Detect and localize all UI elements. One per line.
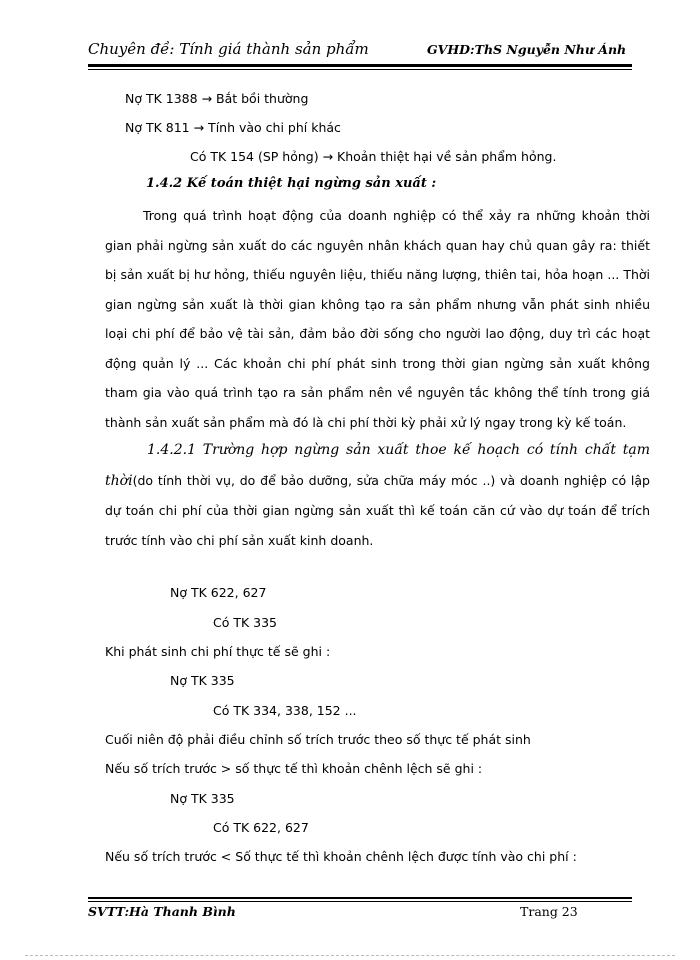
entry-line: Nợ TK 335 [170, 673, 235, 688]
entry-line: Cuối niên độ phải điều chỉnh số trích trước theo số thực tế phát sinh [105, 732, 531, 747]
header-title: Chuyên đề: Tính giá thành sản phẩm [88, 40, 369, 58]
entry-line: Nợ TK 335 [170, 791, 235, 806]
entry-line: Có TK 335 [213, 615, 278, 630]
header-rule-thin [88, 69, 632, 70]
entry-line: Nợ TK 622, 627 [170, 585, 267, 600]
header-rule [88, 64, 632, 67]
entry-line: Nếu số trích trước < Số thực tế thì khoản chênh lệch được tính vào chi phí : [105, 849, 577, 864]
subsection-heading: 1.4.2.1 Trường hợp ngừng sản xuất thoe kế hoạch có tính chất tạm thời [105, 442, 650, 489]
entry-line: Nợ TK 1388 → Bắt bồi thường [125, 91, 309, 106]
footer-rule [88, 897, 632, 899]
page-break-line [25, 955, 675, 956]
footer-student: SVTT:Hà Thanh Bình [88, 904, 236, 919]
section-heading: 1.4.2 Kế toán thiệt hại ngừng sản xuất : [146, 176, 437, 191]
paragraph [105, 435, 650, 555]
footer-rule-thin [88, 901, 632, 902]
header-instructor: GVHD:ThS Nguyễn Như Ánh [427, 42, 627, 57]
paragraph: Trong quá trình hoạt động của doanh nghiệp có thể xảy ra những khoản thời gian phải ngừng sản xuất do các nguyên nhân khách quan hay chủ quan gây ra: thiết bị sản xuất bị hư hỏng, thiếu nguyên liệu, thiếu năng lượng, thiên tai, hỏa hoạn ... Thời gian ngừng sản xuất là thời gian không tạo ra sản phẩm nhưng vẫn phát sinh nhiều loại chi phí để bảo vệ tài sản, đảm bảo đời sống cho người lao động, duy trì các hoạt động quản lý ... Các khoản chi phí phát sinh trong thời gian ngừng sản xuất không tham gia vào quá trình tạo ra sản phẩm nên về nguyên tắc không thể tính trong giá thành sản xuất sản phẩm mà đó là chi phí thời kỳ phải xử lý ngay trong kỳ kế toán. [105, 208, 650, 430]
entry-line: Nợ TK 811 → Tính vào chi phí khác [125, 120, 341, 135]
entry-line: Có TK 154 (SP hỏng) → Khoản thiệt hại về sản phẩm hỏng. [190, 149, 557, 164]
entry-line: Khi phát sinh chi phí thực tế sẽ ghi : [105, 644, 331, 659]
entry-line: Có TK 622, 627 [213, 820, 309, 835]
entry-line: Nếu số trích trước > số thực tế thì khoản chênh lệch sẽ ghi : [105, 761, 483, 776]
entry-line: Có TK 334, 338, 152 ... [213, 703, 357, 718]
page-number: Trang 23 [520, 904, 578, 919]
paragraph-rest: (do tính thời vụ, do để bảo dưỡng, sửa chữa máy móc ..) và doanh nghiệp có lập dự toán chi phí của thời gian ngừng sản xuất thì kế toán căn cứ vào dự toán để trích trước tính vào chi phí sản xuất kinh doanh. [105, 472, 650, 548]
